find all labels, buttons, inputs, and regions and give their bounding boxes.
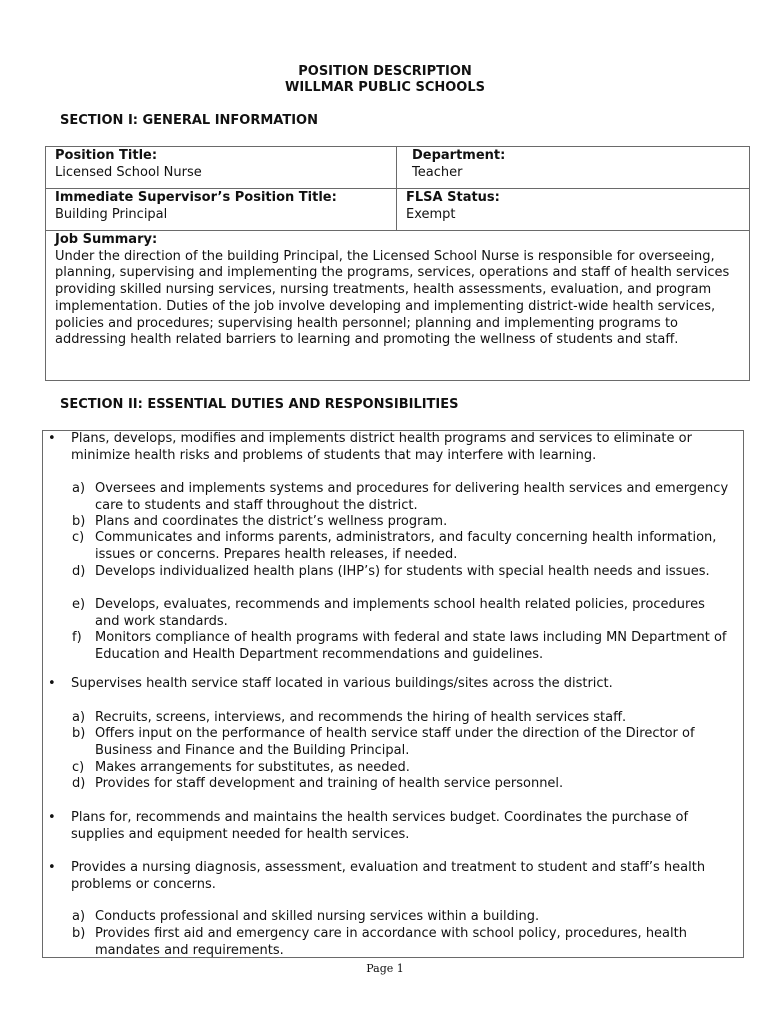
sub-marker: b) [72, 726, 86, 741]
general-information-table [45, 146, 750, 381]
duty-2-sub-c [72, 760, 732, 777]
sub-marker: d) [72, 564, 86, 579]
position-title-value: Licensed School Nurse [55, 164, 202, 180]
position-title-label: Position Title: [55, 148, 158, 163]
duty-1-sub-a [72, 481, 732, 514]
sub-marker: c) [72, 530, 85, 545]
bullet-icon: • [48, 676, 56, 691]
department-cell [397, 147, 750, 189]
duty-1-sub-c [72, 530, 732, 563]
sub-marker: b) [72, 514, 86, 529]
sub-text: Provides first aid and emergency care in accordance with school policy, procedures, health mandates and requirements. [95, 926, 687, 958]
sub-marker: d) [72, 776, 86, 791]
bullet-icon: • [48, 810, 56, 825]
job-summary-cell [46, 231, 750, 381]
duty-4-sub-a [72, 909, 732, 926]
sub-marker: f) [72, 630, 82, 645]
sub-text: Conducts professional and skilled nursing services within a building. [95, 909, 540, 924]
duty-1-text: Plans, develops, modifies and implements district health programs and services to eliminate or minimize health risks and problems of students that may interfere with learning. [71, 431, 692, 463]
sub-marker: a) [72, 909, 86, 924]
sub-marker: c) [72, 760, 85, 775]
department-label: Department: [412, 148, 506, 163]
sub-text: Offers input on the performance of health service staff under the direction of the Director of Business and Finance and the Building Principal. [95, 726, 695, 758]
job-summary-label: Job Summary: [55, 232, 158, 247]
duty-2-sub-a [72, 710, 732, 727]
sub-text: Develops, evaluates, recommends and implements school health related policies, procedures and work standards. [95, 597, 705, 629]
duty-3-text: Plans for, recommends and maintains the health services budget. Coordinates the purchase of supplies and equipment needed for health services. [71, 810, 689, 842]
sub-text: Recruits, screens, interviews, and recommends the hiring of health services staff. [95, 710, 627, 725]
supervisor-cell [46, 189, 397, 231]
sub-text: Oversees and implements systems and procedures for delivering health services and emergency care to students and staff throughout the district. [95, 481, 729, 513]
section-1-heading: SECTION I: GENERAL INFORMATION [60, 113, 318, 128]
duty-1-sub-f [72, 630, 732, 663]
sub-marker: a) [72, 710, 86, 725]
sub-text: Plans and coordinates the district’s wellness program. [95, 514, 448, 529]
duty-4-text: Provides a nursing diagnosis, assessment, evaluation and treatment to student and staff’s health problems or concerns. [71, 860, 706, 892]
document-title-line-1: POSITION DESCRIPTION [298, 64, 472, 79]
bullet-icon: • [48, 431, 56, 446]
job-summary-text: Under the direction of the building Principal, the Licensed School Nurse is responsible for overseeing, planning, supervising and implementing the programs, services, operations and staff of health services providing skilled nursing services, nursing treatments, health assessments, evaluation, and program implementation. Duties of the job involve developing and implementing district-wide health services, policies and procedures; supervising health personnel; planning and implementing programs to addressing health related barriers to learning and promoting the wellness of students and staff. [55, 248, 730, 348]
supervisor-label: Immediate Supervisor’s Position Title: [55, 190, 337, 205]
sub-text: Provides for staff development and training of health service personnel. [95, 776, 564, 791]
sub-text: Makes arrangements for substitutes, as needed. [95, 760, 410, 775]
sub-marker: a) [72, 481, 86, 496]
section-2-heading: SECTION II: ESSENTIAL DUTIES AND RESPONSIBILITIES [60, 397, 459, 412]
duty-2-sub-d [72, 776, 732, 793]
sub-marker: b) [72, 926, 86, 941]
flsa-value: Exempt [406, 206, 456, 222]
document-title-line-2: WILLMAR PUBLIC SCHOOLS [285, 80, 485, 95]
duty-1-sub-e [72, 597, 732, 630]
bullet-icon: • [48, 860, 56, 875]
sub-text: Communicates and informs parents, administrators, and faculty concerning health information, issues or concerns. Prepares health releases, if needed. [95, 530, 717, 562]
duty-1-sub-b [72, 514, 732, 531]
duty-1-sub-d [72, 564, 732, 581]
sub-text: Monitors compliance of health programs with federal and state laws including MN Department of Education and Health Department recommendations and guidelines. [95, 630, 727, 662]
sub-text: Develops individualized health plans (IHP’s) for students with special health needs and issues. [95, 564, 710, 579]
page-number: Page 1 [366, 962, 404, 975]
duty-2-text: Supervises health service staff located in various buildings/sites across the district. [71, 676, 613, 691]
flsa-label: FLSA Status: [406, 190, 500, 205]
supervisor-value: Building Principal [55, 206, 168, 222]
position-title-cell [46, 147, 397, 189]
department-value: Teacher [412, 164, 463, 180]
duty-2-sub-b [72, 726, 732, 759]
sub-marker: e) [72, 597, 86, 612]
flsa-cell [397, 189, 750, 231]
duty-4-sub-b [72, 926, 732, 959]
